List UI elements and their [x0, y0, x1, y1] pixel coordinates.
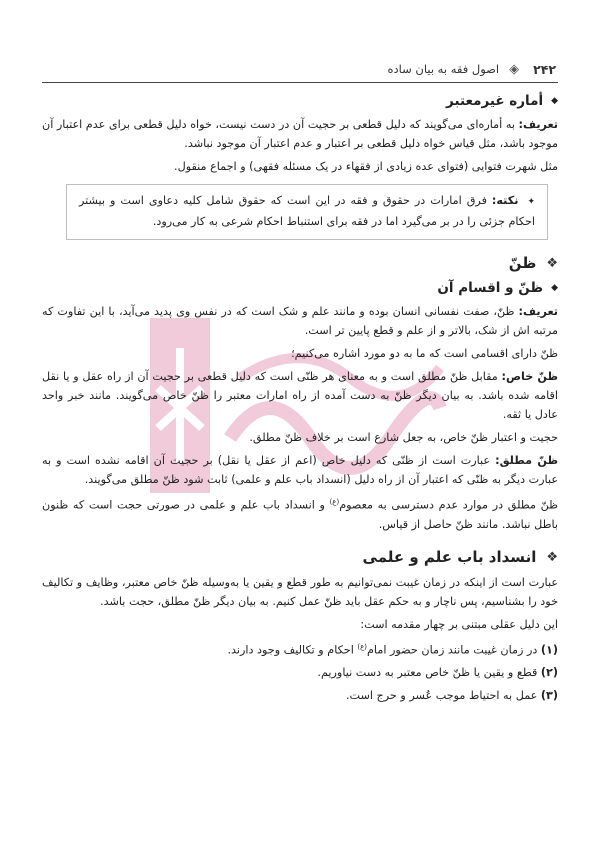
zann-motlaq-condition: ظنّ مطلق در موارد عدم دسترسی به معصوم$^{(ع)}$ و انسداد باب علم و علمی در صورتی حجت است که ظنون باطل نباشد. مانند ظنّ حاصل از قیاس. [42, 498, 559, 531]
subheading-zann-types: ◆ ظنّ و اقسام آن [437, 280, 558, 296]
diamond-bullet-icon: ◆ [551, 283, 558, 293]
ensedad-intro: این دلیل عقلی مبتنی بر چهار مقدمه است: [360, 617, 558, 631]
note-box: ✦ نکته: فرق امارات در حقوق و فقه در این است که حقوق شامل کلیه دعاوی است و بیشتر احکام جزئی را در بر می‌گیرد اما در فقه برای استنباط احکام شرعی به کار می‌رود. [66, 184, 548, 240]
running-title: اصول فقه به بیان ساده [387, 62, 500, 76]
page-content [42, 88, 558, 709]
premise-item: (۳) عمل به احتیاط موجب عُسر و حرج است. [345, 689, 558, 703]
section-heading-ensedad: ❖ انسداد باب علم و علمی [362, 547, 558, 566]
definition-amare: تعریف: به أماره‌ای می‌گویند که دلیل قطعی بر حجیت آن در دست نیست، خواه دلیل قطعی برای عدم اعتبار آن موجود باشد، مثل قیاس خواه دلیل قطعی بر اعتبار و عدم اعتبار آن موجود نباشد. [42, 118, 558, 150]
diamond-bullet-icon: ◆ [551, 96, 558, 106]
definition-zann: تعریف: ظنّ، صفت نفسانی انسان بوده و مانند علم و شک است که در نفس وی پدید می‌آید، با این تفاوت که مرتبه اش از شک، بالاتر و از علم و قطع پایین تر است. [42, 305, 558, 337]
zann-intro: ظنّ دارای اقسامی است که ما به دو مورد اشاره می‌کنیم؛ [291, 347, 558, 360]
ensedad-body: عبارت است از اینکه در زمان غیبت نمی‌توانیم به طور قطع و یقین یا به‌وسیله ظنّ خاص معتبر، وظایف و تکالیف خود را بشناسیم، پس ناچار و به حکم عقل باید ظنّ عمل کنیم. به بیان دیگر ظنّ مطلق، حجت باشد. [42, 575, 558, 608]
premise-item: (۲) قطع و یقین یا ظنّ خاص معتبر به دست نیاوریم. [317, 666, 558, 680]
zann-khas: ظنّ خاص: مقابل ظنّ مطلق است و به معنای هر ظنّی است که دلیل قطعی بر حجیت آن از راه عقل و یا نقل اقامه شده باشد. به بیان دیگر ظنّ به دست آمده از راه امارات معتبر را ظنّ خاص می‌گویند. مانند خبر واحد عادل یا ثقه. [42, 370, 558, 421]
header-rule [42, 82, 558, 83]
section-heading-amare: ◆ أماره غیرمعتبر [446, 93, 558, 109]
page-header [44, 58, 556, 80]
section-heading-zann: ❖ ظنّ [508, 254, 558, 272]
plus-bullet-icon: ✦ [527, 197, 535, 207]
zann-khas-validity: حجیت و اعتبار ظنّ خاص، به جعل شارع است بر خلاف ظنّ مطلق. [249, 431, 558, 444]
page-number: ۲۴۲ [533, 61, 556, 77]
four-diamond-icon: ❖ [546, 549, 558, 565]
zann-motlaq: ظنّ مطلق: عبارت است از ظنّی که دلیل خاص (اعم از عقل یا نقل) بر حجیت آن اقامه نشده است و به عبارت دیگر به ظنّی که اعتبار آن از راه دلیل (انسداد باب علم و علمی) ثابت شود ظنّ مطلق می‌گویند. [42, 454, 558, 486]
four-diamond-icon: ❖ [546, 256, 558, 271]
ornament-diamond-icon: ◈ [509, 61, 520, 77]
example-amare: مثل شهرت فتوایی (فتوای عده زیادی از فقهاء در یک مسئله فقهی) و اجماع منقول. [174, 160, 558, 173]
premise-item: (۱) در زمان غیبت مانند زمان حضور امام$^{(ع)}$ احکام و تکالیف وجود دارند. [227, 642, 558, 657]
